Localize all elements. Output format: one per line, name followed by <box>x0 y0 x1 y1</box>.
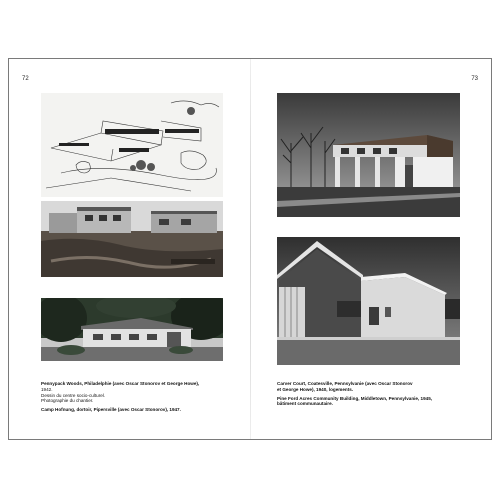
caption-right <box>277 381 462 407</box>
caption-left-year: 1942. <box>41 386 53 392</box>
page-number-right: 73 <box>471 76 478 82</box>
caption-right-carver-court: Carver Court, Coatesville, Pennsylvanie (avec Oscar Stonorov <box>277 381 413 386</box>
book-gutter <box>250 59 251 439</box>
photo-pine-ford-acres <box>277 237 460 365</box>
photo-camp-dormitory <box>41 298 223 361</box>
sketch-community-center-drawing <box>41 93 223 197</box>
caption-left <box>41 381 226 413</box>
caption-right-pine-ford: Pine Ford Acres Community Building, Middletown, Pennsylvanie, 1945, <box>277 395 433 401</box>
caption-right-carver-court-cont: et George Howe), 1940, logements. <box>277 386 354 392</box>
caption-left-drawing: Dessin du centre socio-culturel. <box>41 392 106 398</box>
photo-carver-court <box>277 93 460 217</box>
caption-right-pine-ford-cont: bâtiment communautaire. <box>277 401 333 407</box>
caption-left-photo: Photographie du chantier. <box>41 398 94 404</box>
page-number-left: 72 <box>22 76 29 82</box>
caption-left-title: Pennypack Woods, Philadelphie (avec Oscar Stonorov et George Howe), <box>41 381 200 386</box>
caption-left-camp: Camp Hofnung, dortoir, Pipersville (avec Oscar Stonorov), 1947. <box>41 407 181 413</box>
book-spread <box>8 58 492 440</box>
photo-construction-site <box>41 201 223 277</box>
